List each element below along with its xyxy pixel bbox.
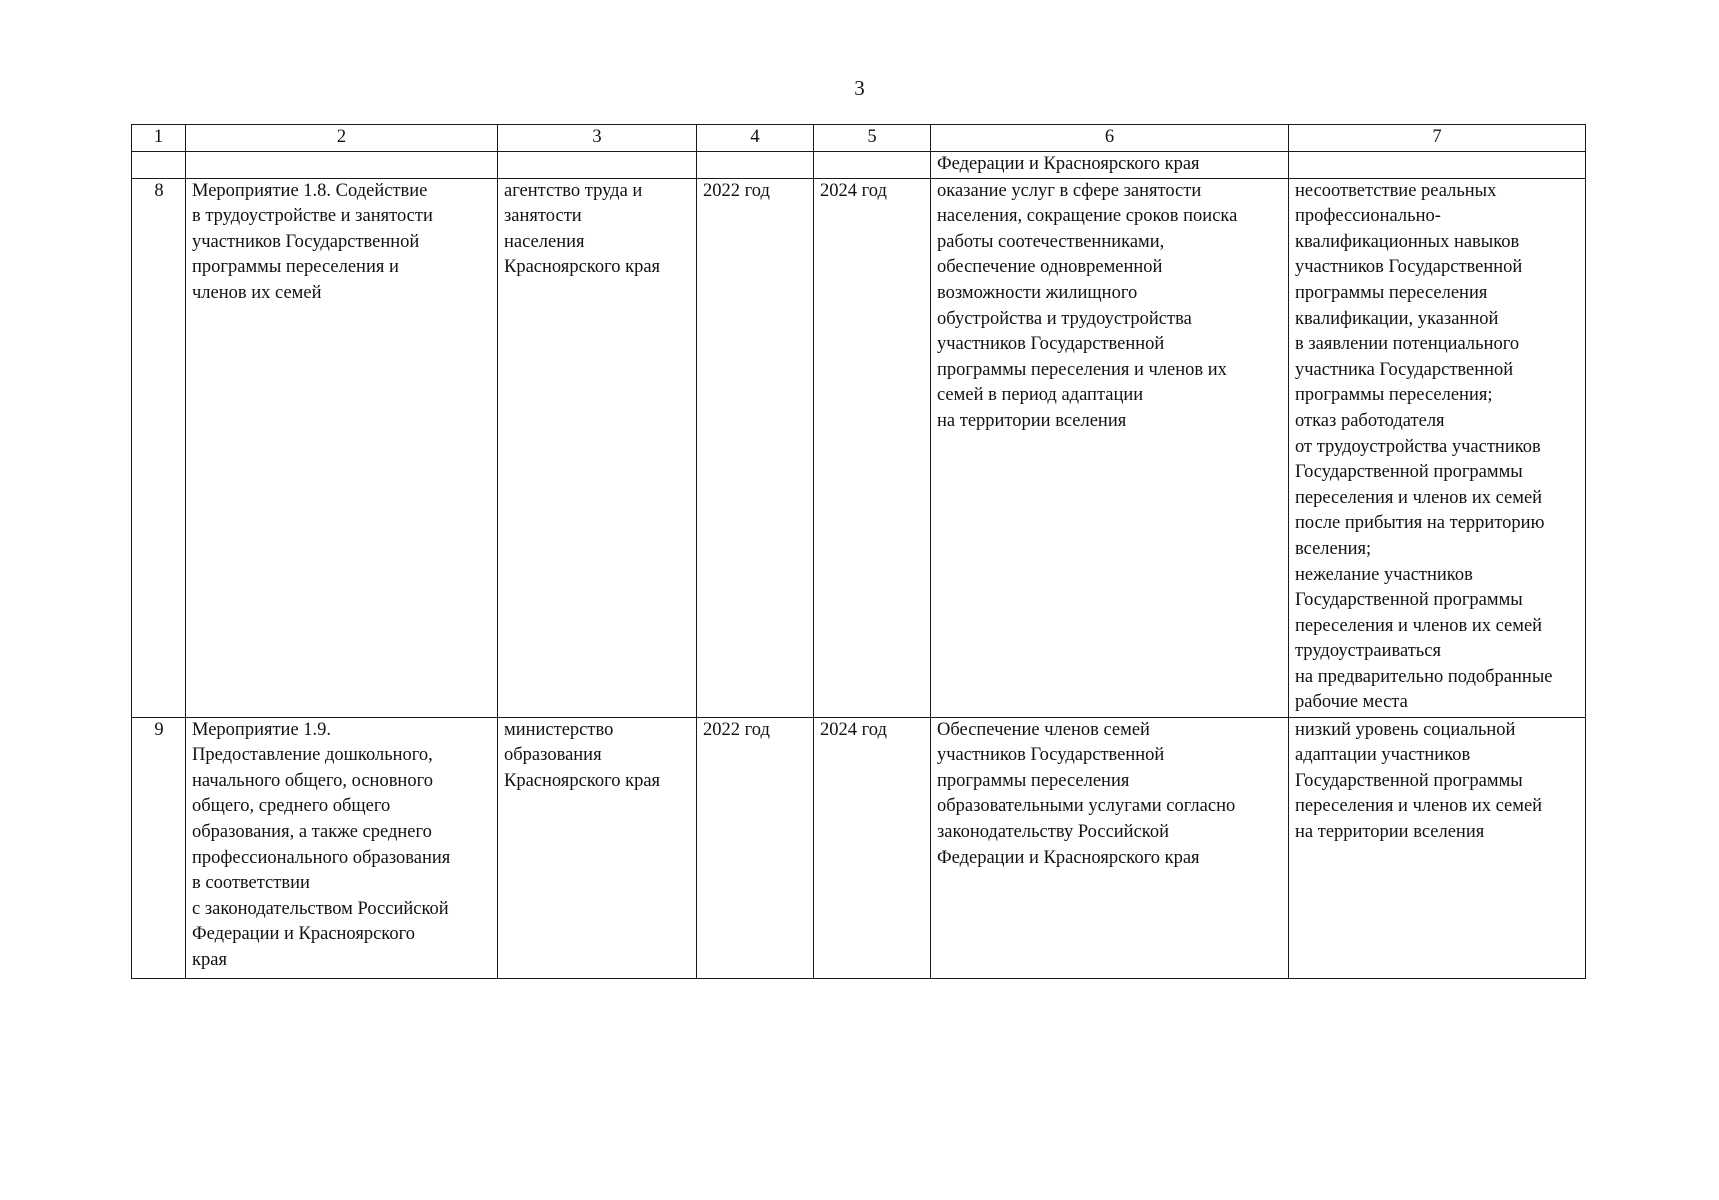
table-cell-empty	[186, 152, 498, 179]
cell-line: образования, а также среднего	[192, 821, 432, 842]
cell-line: работы соотечественниками,	[937, 231, 1165, 252]
cell-line: на территории вселения	[937, 410, 1127, 431]
cell-line: Мероприятие 1.9.	[192, 719, 332, 740]
column-header-6: 6	[931, 125, 1289, 152]
cell-line: Красноярского края	[504, 770, 661, 791]
cell-risk	[1289, 717, 1586, 978]
page-number: 3	[854, 76, 865, 100]
cell-line: семей в период адаптации	[937, 385, 1144, 406]
cell-line: обустройства и трудоустройства	[937, 308, 1192, 329]
cell-line: с законодательством Российской	[192, 898, 449, 919]
cell-line: программы переселения	[937, 770, 1130, 791]
cell-line: несоответствие реальных	[1295, 180, 1497, 201]
cell-line: населения	[504, 231, 585, 252]
cell-line: обеспечение одновременной	[937, 257, 1163, 278]
cell-line: участников Государственной	[1295, 257, 1523, 278]
cell-line: образовательными услугами согласно	[937, 796, 1236, 817]
cell-line: рабочие места	[1295, 692, 1408, 713]
column-number-row	[132, 125, 1586, 152]
cell-line: на территории вселения	[1295, 821, 1485, 842]
cell-line: Государственной программы	[1295, 462, 1523, 483]
table-row	[132, 178, 1586, 717]
cell-line: участников Государственной	[937, 334, 1165, 355]
column-header-2: 2	[186, 125, 498, 152]
cell-line: нежелание участников	[1295, 564, 1473, 585]
cell-line: квалификации, указанной	[1295, 308, 1499, 329]
cell-end-year: 2024 год	[814, 178, 931, 717]
table-cell-empty	[697, 152, 814, 179]
cell-line: отказ работодателя	[1295, 410, 1445, 431]
table-cell-empty	[814, 152, 931, 179]
cell-line: низкий уровень социальной	[1295, 719, 1516, 740]
cell-line: в трудоустройстве и занятости	[192, 206, 433, 227]
cell-line: от трудоустройства участников	[1295, 436, 1541, 457]
column-header-7: 7	[1289, 125, 1586, 152]
cell-line: после прибытия на территорию	[1295, 513, 1545, 534]
column-header-1: 1	[132, 125, 186, 152]
cell-line: трудоустраиваться	[1295, 641, 1441, 662]
cell-line: агентство труда и	[504, 180, 643, 201]
cell-measure	[186, 178, 498, 717]
cell-line: вселения;	[1295, 538, 1372, 559]
cell-start-year: 2022 год	[697, 717, 814, 978]
cell-line: в соответствии	[192, 873, 310, 894]
table-row	[132, 717, 1586, 978]
cell-line: Федерации и Красноярского края	[937, 847, 1200, 868]
cell-line: общего, среднего общего	[192, 796, 391, 817]
cell-line: программы переселения	[1295, 282, 1488, 303]
cell-line: Красноярского края	[504, 257, 661, 278]
cell-line: переселения и членов их семей	[1295, 615, 1543, 636]
row-number: 9	[132, 717, 186, 978]
cell-line: Федерации и Красноярского	[192, 924, 415, 945]
cell-line: оказание услуг в сфере занятости	[937, 180, 1202, 201]
cell-line: участников Государственной	[192, 231, 420, 252]
column-header-3: 3	[498, 125, 697, 152]
cell-line: Федерации и Красноярского края	[937, 154, 1200, 174]
cell-line: Обеспечение членов семей	[937, 719, 1150, 740]
table-cell-empty	[498, 152, 697, 179]
table-cell-empty	[132, 152, 186, 179]
continuation-row	[132, 152, 1586, 179]
cell-expected-result	[931, 717, 1289, 978]
cell-line: членов их семей	[192, 282, 322, 303]
cell-line: участника Государственной	[1295, 359, 1514, 380]
cell-line: законодательству Российской	[937, 821, 1169, 842]
cell-executor	[498, 717, 697, 978]
continuation-cell-result	[931, 152, 1289, 179]
cell-line: начального общего, основного	[192, 770, 433, 791]
column-header-4: 4	[697, 125, 814, 152]
cell-line: министерство	[504, 719, 614, 740]
cell-line: программы переселения и членов их	[937, 359, 1227, 380]
cell-line: программы переселения и	[192, 257, 399, 278]
cell-line: Государственной программы	[1295, 770, 1523, 791]
cell-expected-result	[931, 178, 1289, 717]
cell-line: на предварительно подобранные	[1295, 666, 1553, 687]
cell-line: занятости	[504, 206, 582, 227]
cell-line: Государственной программы	[1295, 590, 1523, 611]
cell-line: программы переселения;	[1295, 385, 1493, 406]
column-header-5: 5	[814, 125, 931, 152]
cell-line: населения, сокращение сроков поиска	[937, 206, 1238, 227]
cell-line: участников Государственной	[937, 745, 1165, 766]
cell-measure	[186, 717, 498, 978]
cell-risk	[1289, 178, 1586, 717]
cell-line: переселения и членов их семей	[1295, 487, 1543, 508]
cell-line: профессионально-	[1295, 206, 1441, 227]
cell-line: профессионального образования	[192, 847, 451, 868]
cell-start-year: 2022 год	[697, 178, 814, 717]
measures-table	[131, 124, 1586, 979]
cell-line: образования	[504, 745, 602, 766]
cell-end-year: 2024 год	[814, 717, 931, 978]
cell-executor	[498, 178, 697, 717]
table-cell-empty	[1289, 152, 1586, 179]
row-number: 8	[132, 178, 186, 717]
cell-line: края	[192, 949, 227, 970]
cell-line: в заявлении потенциального	[1295, 334, 1520, 355]
cell-line: квалификационных навыков	[1295, 231, 1520, 252]
cell-line: Предоставление дошкольного,	[192, 745, 433, 766]
cell-line: Мероприятие 1.8. Содействие	[192, 180, 428, 201]
cell-line: адаптации участников	[1295, 745, 1471, 766]
cell-line: переселения и членов их семей	[1295, 796, 1543, 817]
cell-line: возможности жилищного	[937, 282, 1138, 303]
